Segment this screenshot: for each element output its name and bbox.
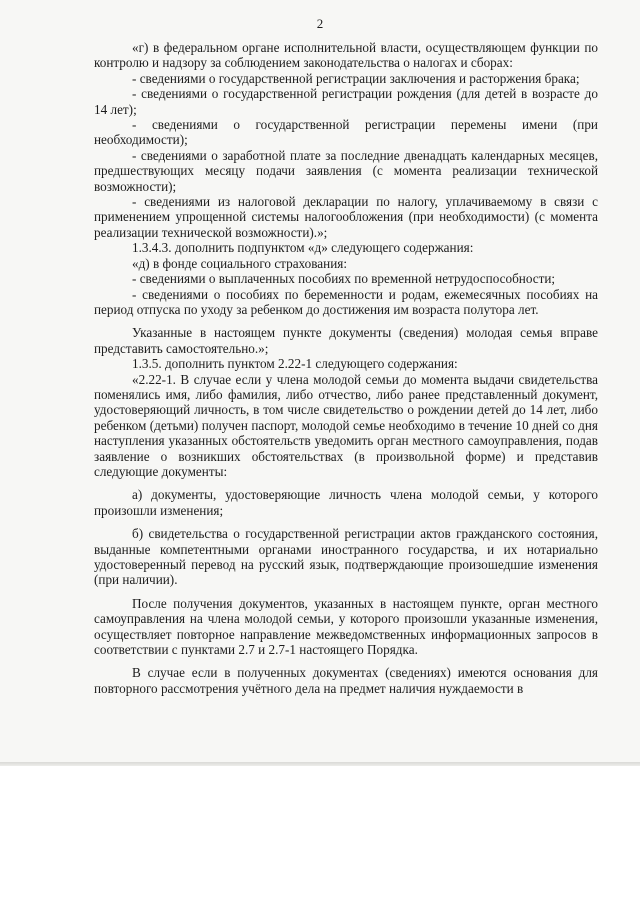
paragraph-sick-leave: - сведениями о выплаченных пособиях по временной нетрудоспособности; bbox=[132, 271, 556, 287]
page-number: 2 bbox=[316, 16, 324, 31]
paragraph-self-submission: Указанные в настоящем пункте документы (сведения) молодая семья вправе представить самостоятельно.»; bbox=[94, 325, 598, 356]
paragraph-birth-registration: - сведениями о государственной регистрации рождения (для детей в возрасте до 14 лет); bbox=[94, 86, 598, 117]
paragraph-2-22-1: «2.22-1. В случае если у члена молодой семьи до момента выдачи свидетельства поменялись имя, либо фамилия, либо отчество, либо ранее представленный документ, удостоверяющий личность, в том числе свидетельство о рождении детей до 14 лет, либо ребенком (детьми) получен паспорт, молодой семье необходимо в течение 10 дней со дня наступления указанных обстоятельств уведомить орган местного самоуправления, подав заявление о возникших обстоятельствах (в произвольной форме) и представив следующие документы: bbox=[94, 371, 598, 479]
paragraph-item-a: а) документы, удостоверяющие личность члена молодой семьи, у которого произошли изменения; bbox=[94, 487, 598, 518]
paragraph-1-3-4-3: 1.3.4.3. дополнить подпунктом «д» следующего содержания: bbox=[132, 240, 474, 256]
scan-edge-divider bbox=[0, 762, 640, 766]
paragraph-subitem-d: «д) в фонде социального страхования: bbox=[132, 255, 347, 271]
paragraph-name-change: - сведениями о государственной регистрации перемены имени (при необходимости); bbox=[94, 117, 598, 148]
paragraph-tax-declaration: - сведениями из налоговой декларации по налогу, уплачиваемому в связи с применением упрощенной системы налогообложения (при необходимости) (с момента реализации технической возможности).»; bbox=[94, 194, 598, 240]
document-body bbox=[94, 40, 598, 696]
paragraph-salary: - сведениями о заработной плате за последние двенадцать календарных месяцев, предшествующих месяцу подачи заявления (с момента реализации технической возможности); bbox=[94, 147, 598, 194]
paragraph-marriage-registration: - сведениями о государственной регистрации заключения и расторжения брака; bbox=[132, 70, 580, 86]
paragraph-after-documents: После получения документов, указанных в настоящем пункте, орган местного самоуправления на члена молодой семьи, у которого произошли указанные изменения, осуществляет повторное направление межведомственных информационных запросов в соответствии с пунктами 2.7 и 2.7-1 настоящего Порядка. bbox=[94, 595, 598, 658]
paragraph-maternity: - сведениями о пособиях по беременности и родам, ежемесячных пособиях на период отпуска по уходу за ребенком до достижения им возраста полутора лет. bbox=[94, 286, 598, 317]
paragraph-item-b: б) свидетельства о государственной регистрации актов гражданского состояния, выданные компетентными органами иностранного государства, и их нотариально удостоверенный перевод на русский язык, подтверждающие произошедшие изменения (при наличии). bbox=[94, 526, 598, 588]
paragraph-1-3-5: 1.3.5. дополнить пунктом 2.22-1 следующего содержания: bbox=[132, 356, 458, 372]
paragraph-subitem-g: «г) в федеральном органе исполнительной власти, осуществляющем функции по контролю и надзору за соблюдением законодательства о налогах и сборах: bbox=[94, 40, 598, 71]
paragraph-repeat-review: В случае если в полученных документах (сведениях) имеются основания для повторного рассмотрения учётного дела на предмет наличия нуждаемости в bbox=[94, 665, 598, 696]
